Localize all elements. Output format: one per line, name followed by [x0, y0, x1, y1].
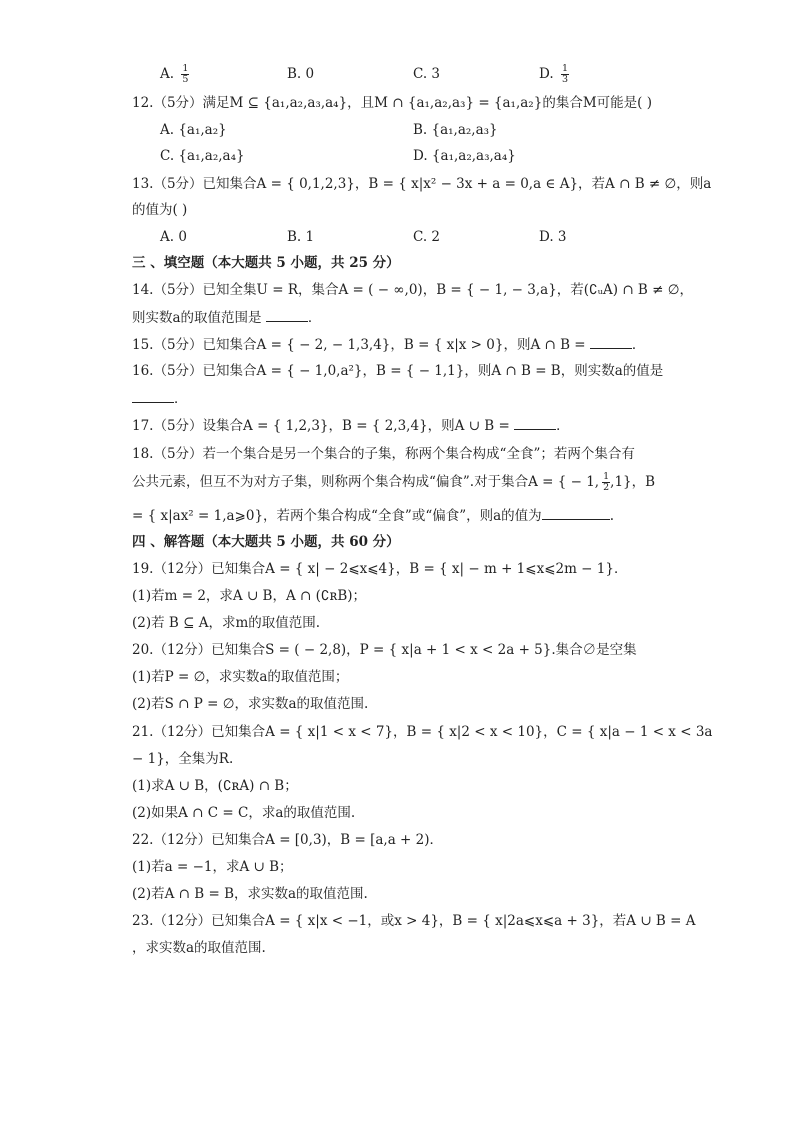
- q13-stem-line1: 13.（5分）已知集合A = { 0,1,2,3}，B = { x|x² − 3x + a = 0,a ∈ A}，若A ∩ B ≠ ∅，则a: [132, 176, 712, 192]
- q13-option-b: B. 1: [287, 229, 315, 245]
- q23-stem-line2: ，求实数a的取值范围.: [132, 940, 266, 956]
- q15-line: 15.（5分）已知集合A = { − 2, − 1,3,4}，B = { x|x > 0}，则A ∩ B = ．: [132, 334, 645, 355]
- q20-stem: 20.（12分）已知集合S = ( − 2,8)，P = { x|a + 1 < x < 2a + 5}.集合∅是空集: [132, 642, 637, 658]
- q13-stem-line2: 的值为( ): [132, 202, 188, 218]
- q22-part2: (2)若A ∩ B = B，求实数a的取值范围.: [132, 886, 368, 902]
- q11-option-b: B. 0: [287, 66, 315, 82]
- q19-stem: 19.（12分）已知集合A = { x| − 2⩽x⩽4}，B = { x| − m + 1⩽x⩽2m − 1}．: [132, 561, 628, 577]
- q11-option-d: D. $\frac{1}{3}$: [539, 63, 568, 85]
- fraction-one-half: $\frac{1}{2}$: [603, 471, 610, 493]
- fraction-one-third: $\frac{1}{3}$: [561, 63, 568, 85]
- q23-stem-line1: 23.（12分）已知集合A = { x|x < −1，或x > 4}，B = { x|2a⩽x⩽a + 3}，若A ∪ B = A: [132, 913, 696, 929]
- q11-option-c: C. 3: [413, 66, 441, 82]
- q11-option-a: A. $\frac{1}{5}$: [160, 63, 189, 85]
- q12-option-c: C. {a₁,a₂,a₄}: [160, 148, 245, 164]
- q16-line2: ．: [132, 388, 188, 409]
- q19-part1: (1)若m = 2，求A ∪ B，A ∩ (∁ʀB)；: [132, 588, 367, 604]
- q12-option-b: B. {a₁,a₂,a₃}: [413, 122, 498, 138]
- q20-part2: (2)若S ∩ P = ∅，求实数a的取值范围.: [132, 696, 369, 712]
- q21-stem-line2: − 1}，全集为R.: [132, 751, 234, 767]
- q18-answer-blank[interactable]: [542, 505, 610, 520]
- section-3-heading: 三 、填空题（本大题共 5 小题，共 25 分）: [132, 255, 400, 271]
- q14-line1: 14.（5分）已知全集U = R，集合A = ( − ∞,0)，B = { − 1, − 3,a}，若(∁ᵤA) ∩ B ≠ ∅，: [132, 282, 694, 298]
- q15-answer-blank[interactable]: [590, 334, 632, 349]
- q22-stem: 22.（12分）已知集合A = [0,3)，B = [a,a + 2)．: [132, 832, 444, 848]
- q19-part2: (2)若 B ⊆ A，求m的取值范围.: [132, 615, 321, 631]
- q18-line3: = { x|ax² = 1,a⩾0}，若两个集合构成“全食”或“偏食”，则a的值为 .: [132, 505, 614, 526]
- q17-answer-blank[interactable]: [514, 415, 556, 430]
- q17-line: 17.（5分）设集合A = { 1,2,3}，B = { 2,3,4}，则A ∪ B = ．: [132, 415, 570, 436]
- q13-option-c: C. 2: [413, 229, 441, 245]
- q16-answer-blank[interactable]: [132, 388, 174, 403]
- section-4-heading: 四 、解答题（本大题共 5 小题，共 60 分）: [132, 534, 400, 550]
- q13-option-d: D. 3: [539, 229, 567, 245]
- q14-answer-blank[interactable]: [266, 307, 308, 322]
- q12-option-d: D. {a₁,a₂,a₃,a₄}: [413, 148, 516, 164]
- q12-stem: 12.（5分）满足M ⊆ {a₁,a₂,a₃,a₄}，且M ∩ {a₁,a₂,a₃} = {a₁,a₂}的集合M可能是( ): [132, 95, 652, 111]
- q14-line2: 则实数a的取值范围是 ．: [132, 307, 321, 328]
- q16-line1: 16.（5分）已知集合A = { − 1,0,a²}，B = { − 1,1}，则A ∩ B = B，则实数a的值是: [132, 363, 664, 379]
- fraction-one-fifth: $\frac{1}{5}$: [182, 63, 189, 85]
- q13-option-a: A. 0: [160, 229, 187, 245]
- q20-part1: (1)若P = ∅，求实数a的取值范围；: [132, 669, 349, 685]
- q18-line2: 公共元素，但互不为对方子集，则称两个集合构成“偏食”.对于集合A = { − 1, $\frac{1}{2}$ ,1}，B: [132, 471, 656, 493]
- q18-line1: 18.（5分）若一个集合是另一个集合的子集，称两个集合构成“全食”；若两个集合有: [132, 446, 635, 462]
- q12-option-a: A. {a₁,a₂}: [160, 122, 227, 138]
- q22-part1: (1)若a = −1，求A ∪ B；: [132, 859, 293, 875]
- q21-part2: (2)如果A ∩ C = C，求a的取值范围.: [132, 805, 356, 821]
- q21-stem-line1: 21.（12分）已知集合A = { x|1 < x < 7}，B = { x|2 < x < 10}，C = { x|a − 1 < x < 3a: [132, 724, 713, 740]
- q21-part1: (1)求A ∪ B，(∁ʀA) ∩ B；: [132, 778, 298, 794]
